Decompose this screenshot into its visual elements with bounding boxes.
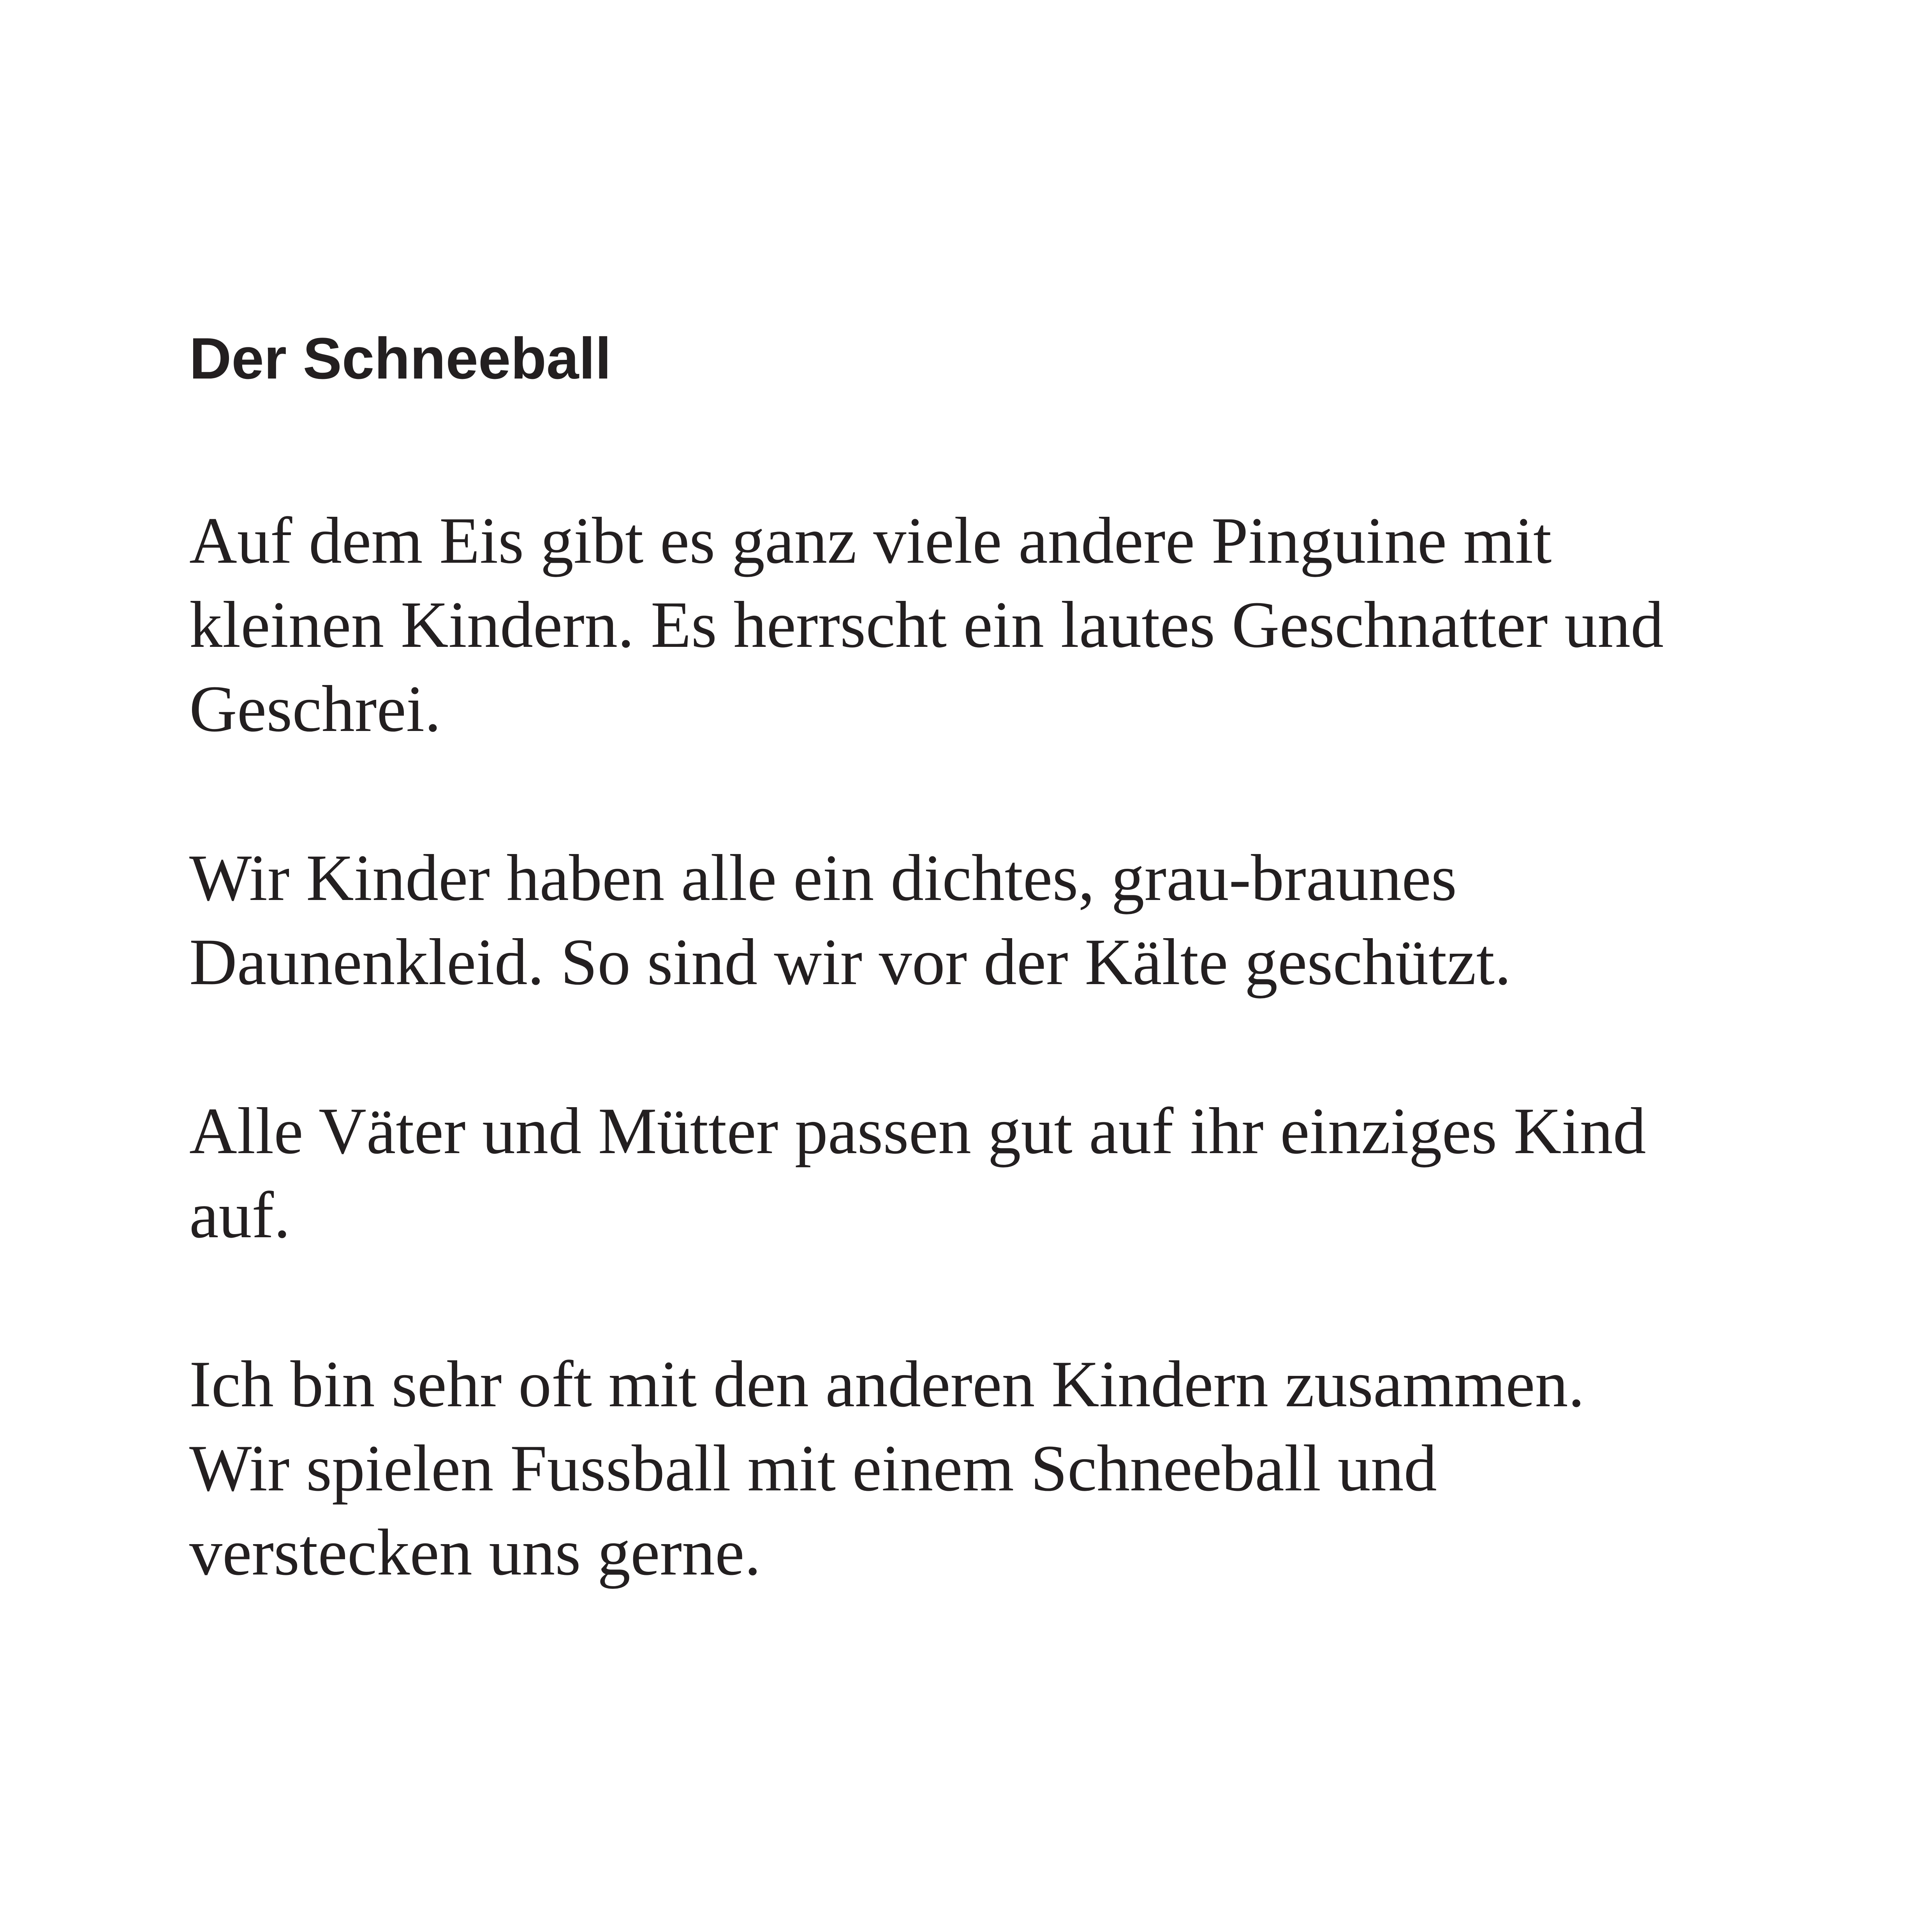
paragraph-line: Alle Väter und Mütter passen gut auf ihr einziges Kind (189, 1094, 1646, 1168)
paragraph-line: Auf dem Eis gibt es ganz viele andere Pinguine mit (189, 504, 1552, 577)
paragraph-4 (189, 1342, 1864, 1594)
paragraph-line: Geschrei. (189, 672, 441, 745)
paragraph-line: Ich bin sehr oft mit den anderen Kindern zusammen. (189, 1347, 1585, 1421)
paragraph-line: Wir spielen Fussball mit einem Schneeball und (189, 1432, 1437, 1505)
paragraph-3 (189, 1089, 1864, 1257)
paragraph-line: auf. (189, 1178, 291, 1252)
paragraph-line: Daunenkleid. So sind wir vor der Kälte geschützt. (189, 925, 1511, 999)
page-title: Der Schneeball (189, 326, 611, 391)
paragraph-2 (189, 836, 1864, 1004)
paragraph-line: verstecken uns gerne. (189, 1516, 761, 1589)
paragraph-line: kleinen Kindern. Es herrscht ein lautes Geschnatter und (189, 588, 1664, 661)
document-body (189, 319, 1864, 1679)
paragraph-1 (189, 498, 1864, 751)
paragraph-line: Wir Kinder haben alle ein dichtes, grau-braunes (189, 841, 1457, 914)
